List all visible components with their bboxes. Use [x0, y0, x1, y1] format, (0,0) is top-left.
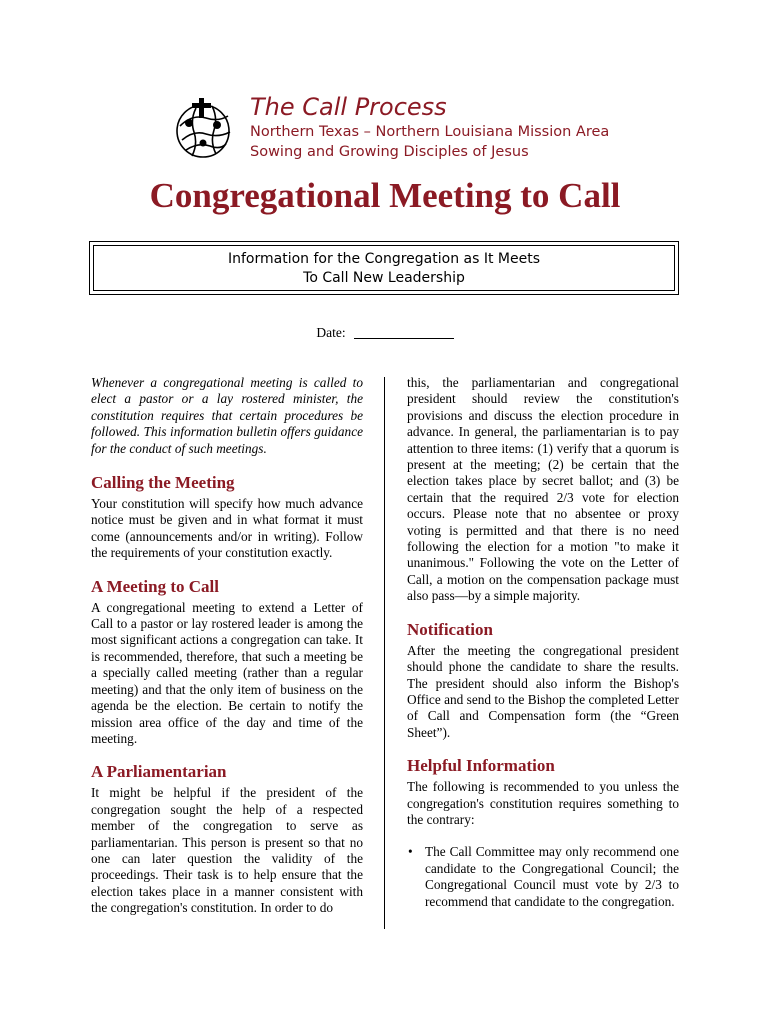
- parliamentarian-continued-paragraph: this, the parliamentarian and congregational president should review the constitution's provisions and discuss the election procedure in advance. In general, the parliamentarian is to pay attention to three items: (1) verify that a quorum is present at the meeting; (2) be certain that the election takes place by secret ballot; and (3) be certain that the required 2/3 vote for election occurs. Please note that no absentee or proxy voting is permitted and that there is no need following the election for a motion "to make it unanimous." Following the vote on the Letter of Call, a motion on the compensation package must also pass—by a simple majority.: [407, 375, 679, 604]
- meeting-heading: A Meeting to Call: [91, 576, 219, 596]
- calling-paragraph: Your constitution will specify how much advance notice must be given and in what format it must come (announcements and/or in writing). Follow the requirements of your constitution exactly.: [91, 496, 363, 561]
- helpful-heading: Helpful Information: [407, 756, 555, 776]
- organization-name: Northern Texas – Northern Louisiana Mission Area: [250, 124, 610, 140]
- bullet-icon: •: [408, 844, 413, 860]
- letterhead: [250, 92, 609, 162]
- notification-paragraph: After the meeting the congregational president should phone the candidate to share the results. The president should also inform the Bishop's Office and send to the Bishop the completed Letter of Call and Compensation form (the “Green Sheet”).: [407, 642, 679, 740]
- meeting-paragraph: A congregational meeting to extend a Letter of Call to a pastor or lay rostered leader is among the most significant actions a congregation can take. It is recommended, therefore, that such a meeting be a specially called meeting (rather than a regular meeting) and that the only item of business on the agenda be the election. Be certain to notify the mission area office of the day and time of the meeting.: [91, 599, 363, 746]
- date-blank-line: [354, 338, 454, 339]
- tagline: Sowing and Growing Disciples of Jesus: [250, 144, 529, 160]
- calling-heading: Calling the Meeting: [91, 473, 235, 493]
- bullet-text: The Call Committee may only recommend one candidate to the Congregational Council; the Congregational Council must vote by 2/3 to recommend that candidate to the congregation.: [425, 844, 679, 909]
- notification-heading: Notification: [407, 619, 493, 639]
- helpful-paragraph: The following is recommended to you unless the congregation's constitution requires something to the contrary:: [407, 779, 679, 827]
- info-box: [89, 241, 679, 295]
- helpful-bullet-list: [407, 844, 679, 910]
- parliamentarian-heading: A Parliamentarian: [91, 762, 227, 782]
- document-title: Congregational Meeting to Call: [149, 176, 621, 215]
- date-label: Date:: [316, 325, 346, 340]
- left-column: [91, 375, 363, 917]
- info-box-inner-border: [93, 245, 675, 291]
- series-title: The Call Process: [250, 93, 447, 121]
- column-divider: [384, 377, 385, 929]
- info-line-2: To Call New Leadership: [303, 270, 465, 286]
- intro-paragraph: Whenever a congregational meeting is called to elect a pastor or a lay rostered minister, the constitution requires that certain procedures be followed. This information bulletin offers guidance for the conduct of such meetings.: [91, 375, 363, 456]
- info-line-1: Information for the Congregation as It Meets: [228, 251, 540, 267]
- parliamentarian-paragraph: It might be helpful if the president of the congregation sought the help of a respected member of the congregation to serve as parliamentarian. This person is present so that no one can later question the validity of the proceedings. Their task is to help ensure that the election takes place in a manner consistent with the congregation's constitution. In order to do: [91, 785, 363, 916]
- list-item: [407, 844, 679, 910]
- mission-area-logo-icon: [172, 96, 236, 162]
- right-column: [407, 375, 679, 910]
- date-row: [0, 325, 770, 341]
